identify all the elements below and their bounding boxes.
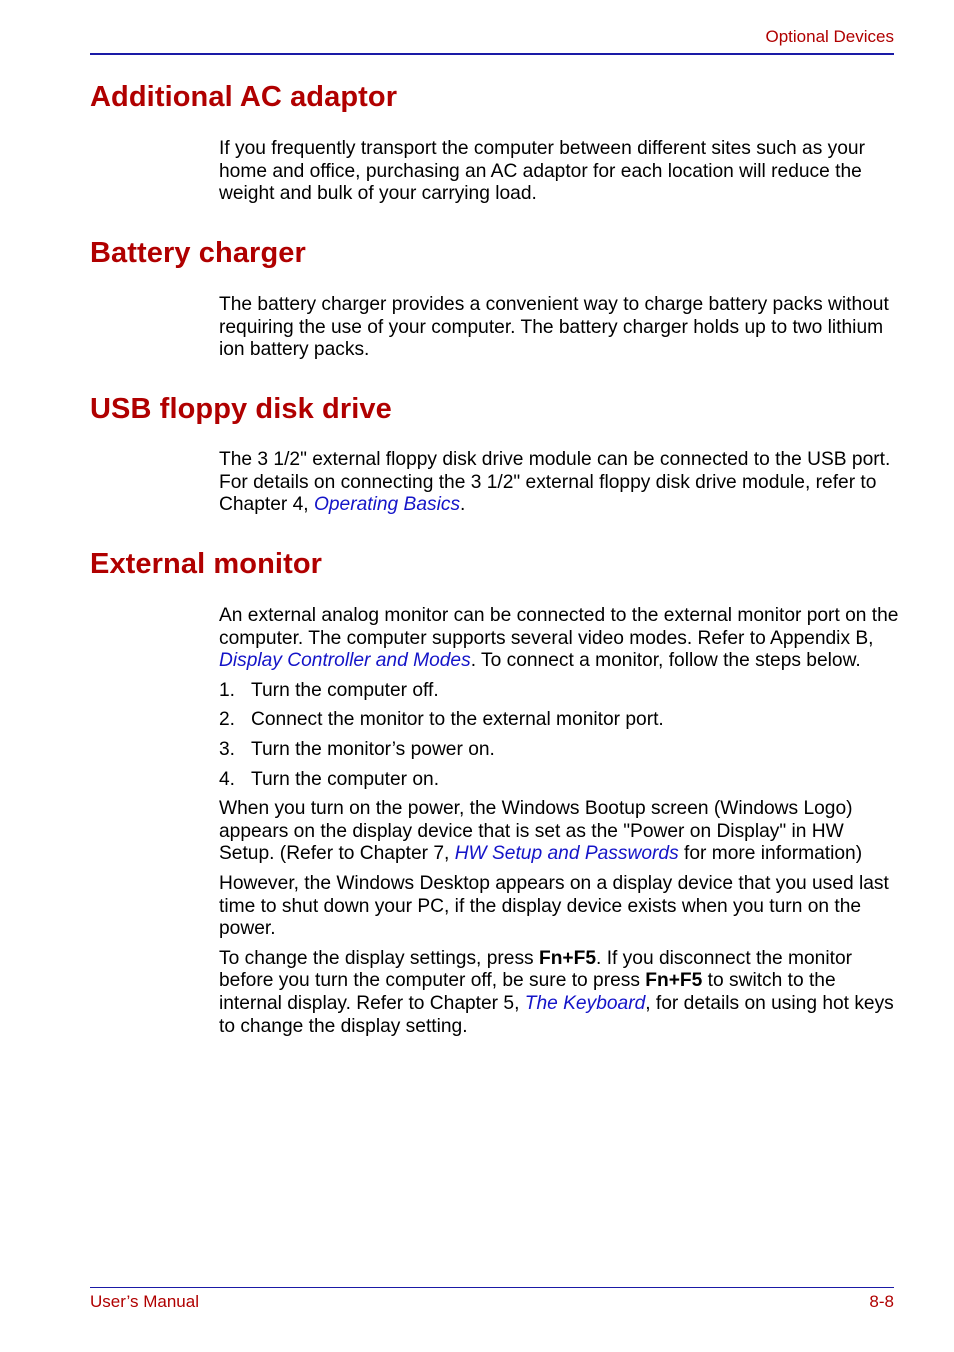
list-item [219, 680, 899, 703]
paragraph: The battery charger provides a convenient way to charge battery packs without requiring the use of your computer. The battery charger holds up to two lithium ion battery packs. [219, 294, 889, 361]
text-run: An external analog monitor can be connected to the external monitor port on the computer. The computer supports several video modes. Refer to Appendix B, [219, 605, 899, 649]
paragraph-intro [219, 605, 899, 673]
step-number: 2. [219, 709, 236, 731]
step-number: 4. [219, 768, 236, 790]
text-run: to switch to the internal display. Refer to Chapter 5, [219, 970, 836, 1014]
heading-external-monitor: External monitor [90, 548, 323, 580]
text-run: The 3 1/2" external floppy disk drive module can be connected to the USB port. For details on connecting the 3 1/2" external floppy disk drive module, refer to Chapter 4, [219, 449, 891, 516]
text-run: When you turn on the power, the Windows Bootup screen (Windows Logo) appears on the display device that is set as the "Power on Display" in HW Setup. (Refer to Chapter 7, [219, 798, 853, 865]
step-number: 1. [219, 679, 236, 701]
header-rule [90, 53, 894, 55]
key-combo: Fn+F5 [645, 970, 703, 992]
link-display-controller-and-modes[interactable]: Display Controller and Modes [219, 650, 471, 672]
heading-usb-floppy-disk-drive: USB floppy disk drive [90, 393, 392, 425]
text-run: . To connect a monitor, follow the steps below. [470, 650, 861, 672]
list-item [219, 709, 899, 732]
key-combo: Fn+F5 [538, 947, 597, 969]
running-header: Optional Devices [765, 27, 894, 46]
list-item [219, 739, 899, 762]
section-ac-adaptor-body [219, 138, 899, 213]
steps-list [219, 680, 899, 791]
heading-additional-ac-adaptor: Additional AC adaptor [90, 81, 398, 113]
text-run: , for details on using hot keys to change the display setting. [219, 992, 894, 1037]
link-hw-setup-and-passwords[interactable]: HW Setup and Passwords [454, 843, 679, 865]
text-run: . If you disconnect the monitor before you turn the computer off, be sure to press [219, 947, 852, 992]
paragraph: If you frequently transport the computer between different sites such as your home and office, purchasing an AC adaptor for each location will reduce the weight and bulk of your carrying load. [219, 138, 865, 205]
text-run: for more information) [678, 843, 863, 865]
heading-battery-charger: Battery charger [90, 237, 306, 269]
paragraph [219, 449, 899, 517]
step-text: Turn the computer on. [251, 768, 440, 790]
link-the-keyboard[interactable]: The Keyboard [524, 992, 646, 1014]
paragraph-bootup [219, 798, 899, 866]
section-battery-charger-body [219, 294, 899, 369]
list-item [219, 769, 899, 792]
footer-manual-title: User’s Manual [90, 1292, 199, 1311]
text-run: To change the display settings, press [219, 947, 539, 969]
step-text: Turn the computer off. [251, 679, 439, 701]
section-external-monitor-body [219, 605, 899, 1045]
step-text: Connect the monitor to the external monitor port. [251, 709, 664, 731]
paragraph-display-settings [219, 948, 899, 1038]
step-number: 3. [219, 738, 236, 760]
text-run: . [460, 494, 466, 516]
page-number: 8-8 [869, 1292, 894, 1311]
link-operating-basics[interactable]: Operating Basics [313, 494, 461, 516]
paragraph-desktop: However, the Windows Desktop appears on a display device that you used last time to shut down your PC, if the display device exists when you turn on the power. [219, 872, 889, 940]
footer-rule [90, 1287, 894, 1288]
section-usb-floppy-body [219, 449, 899, 524]
step-text: Turn the monitor’s power on. [251, 738, 495, 760]
